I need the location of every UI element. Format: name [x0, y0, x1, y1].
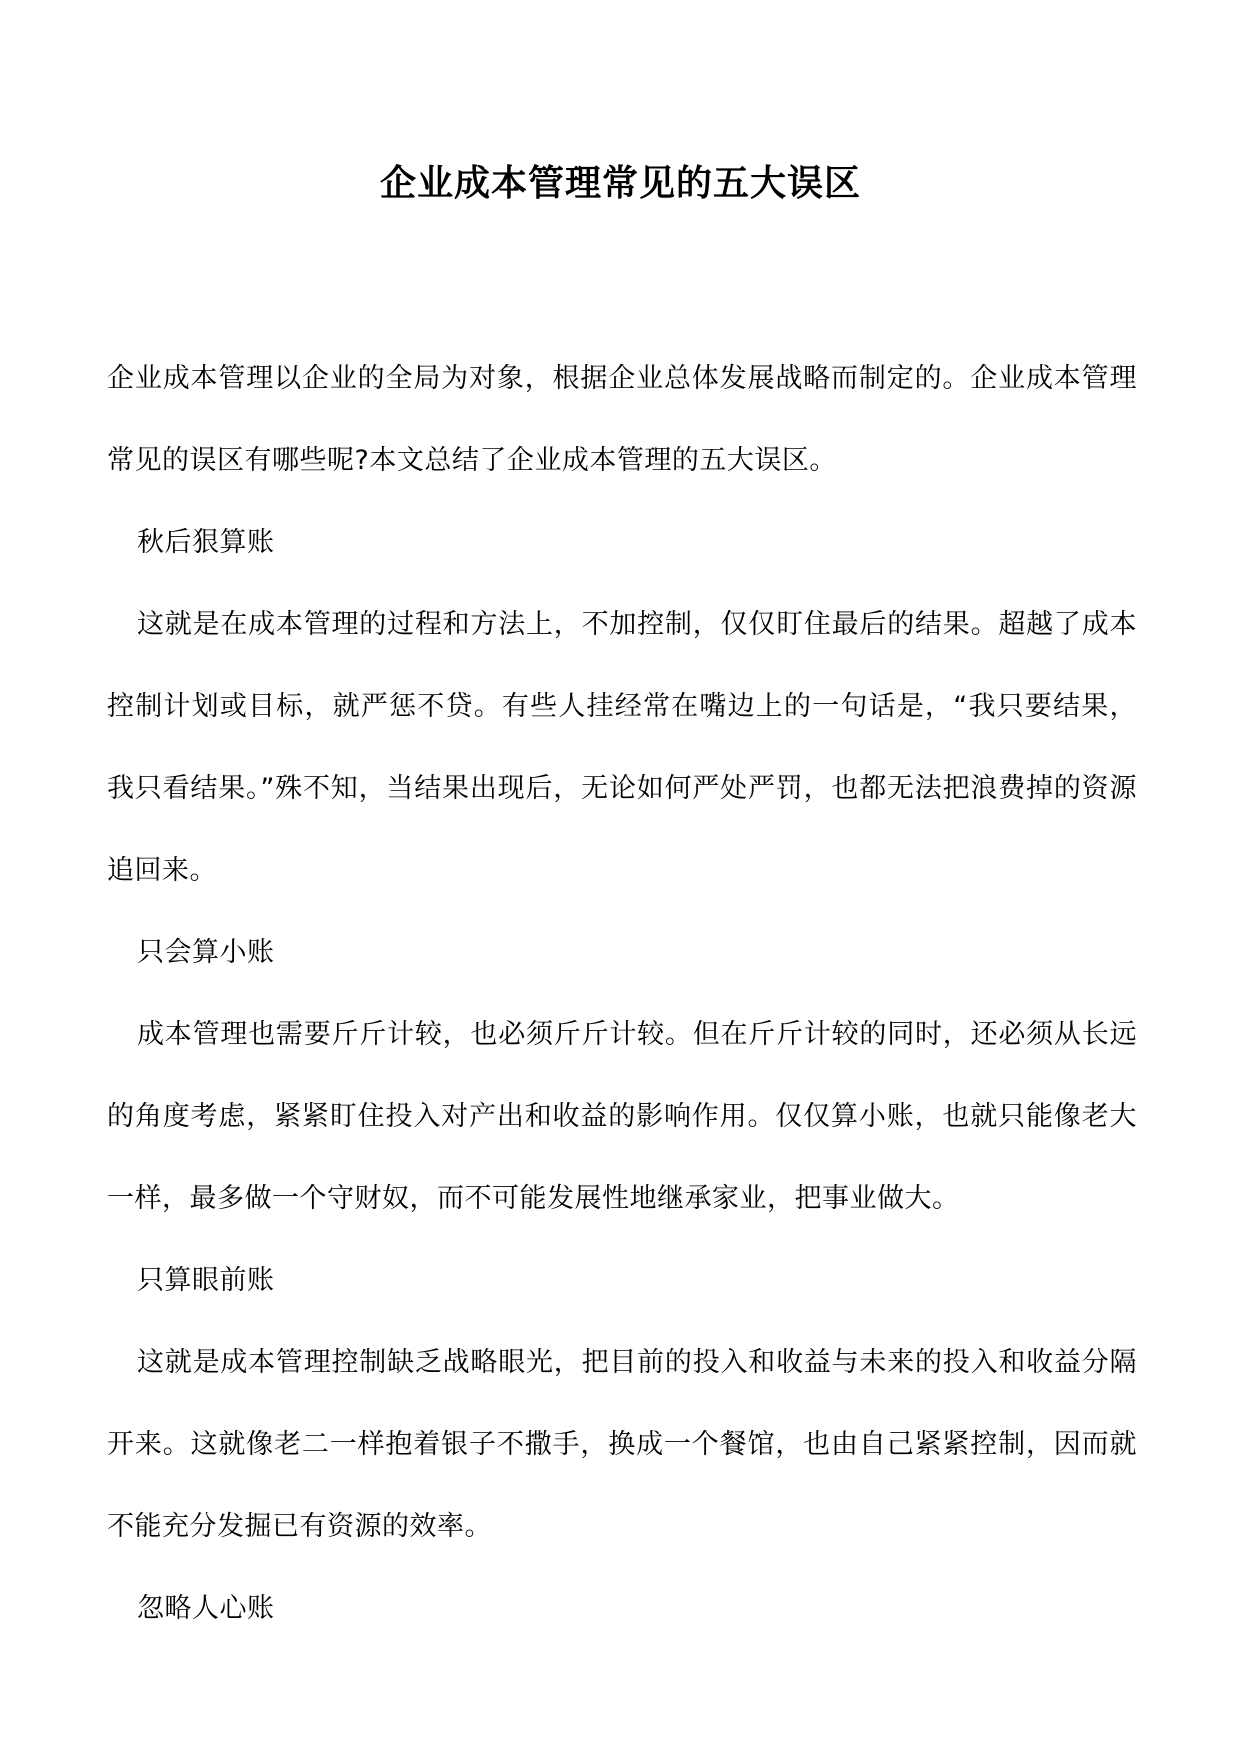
document-body — [107, 338, 1137, 1650]
section-heading-4: 忽略人心账 — [137, 1593, 275, 1624]
document-title: 企业成本管理常见的五大误区 — [379, 162, 861, 204]
section-heading-3: 只算眼前账 — [137, 1265, 275, 1296]
intro-paragraph: 企业成本管理以企业的全局为对象，根据企业总体发展战略而制定的。企业成本管理常见的误区有哪些呢?本文总结了企业成本管理的五大误区。 — [107, 363, 1137, 476]
section-heading-1: 秋后狠算账 — [137, 527, 275, 558]
section-paragraph-1: 这就是在成本管理的过程和方法上，不加控制，仅仅盯住最后的结果。超越了成本控制计划或目标，就严惩不贷。有些人挂经常在嘴边上的一句话是，“我只要结果，我只看结果。”殊不知，当结果出现后，无论如何严处严罚，也都无法把浪费掉的资源追回来。 — [107, 609, 1137, 886]
section-paragraph-3: 这就是成本管理控制缺乏战略眼光，把目前的投入和收益与未来的投入和收益分隔开来。这就像老二一样抱着银子不撒手，换成一个餐馆，也由自己紧紧控制，因而就不能充分发掘已有资源的效率。 — [107, 1347, 1137, 1542]
section-paragraph-2: 成本管理也需要斤斤计较，也必须斤斤计较。但在斤斤计较的同时，还必须从长远的角度考虑，紧紧盯住投入对产出和收益的影响作用。仅仅算小账，也就只能像老大一样，最多做一个守财奴，而不可能发展性地继承家业，把事业做大。 — [107, 1019, 1137, 1214]
section-heading-2: 只会算小账 — [137, 937, 275, 968]
